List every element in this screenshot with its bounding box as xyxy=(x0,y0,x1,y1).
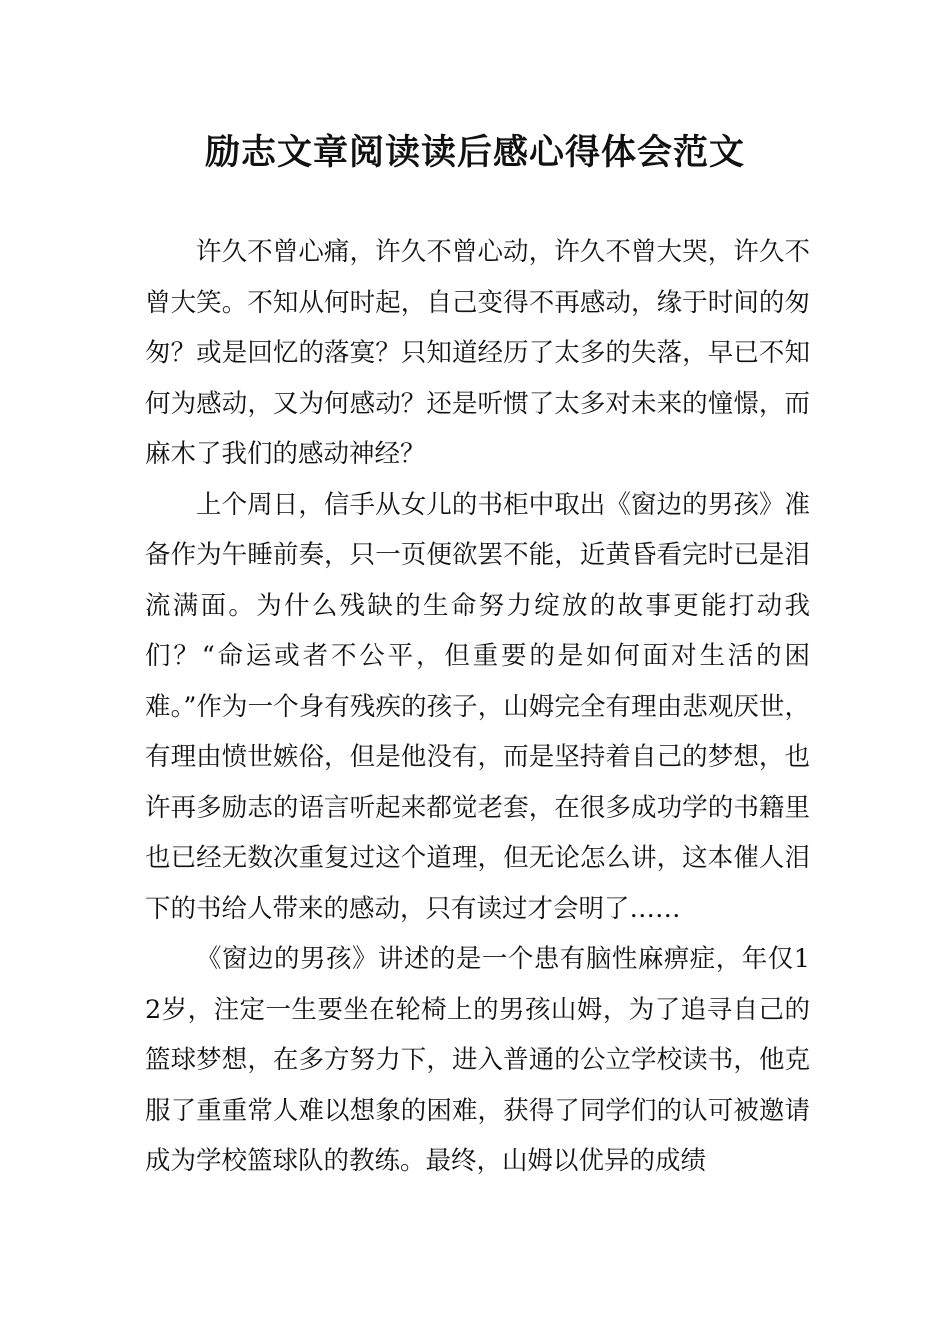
paragraph-2: 上个周日，信手从女儿的书柜中取出《窗边的男孩》准备作为午睡前奏，只一页便欲罢不能，近黄昏看完时已是泪流满面。为什么残缺的生命努力绽放的故事更能打动我们？“命运或者不公平，但重要的是如何面对生活的困难。”作为一个身有残疾的孩子，山姆完全有理由悲观厌世，有理由愤世嫉俗，但是他没有，而是坚持着自己的梦想，也许再多励志的语言听起来都觉老套，在很多成功学的书籍里也已经无数次重复过这个道理，但无论怎么讲，这本催人泪下的书给人带来的感动，只有读过才会明了…… xyxy=(145,489,810,924)
paragraph-3: 《窗边的男孩》讲述的是一个患有脑性麻痹症，年仅12岁，注定一生要坐在轮椅上的男孩山姆，为了追寻自己的篮球梦想，在多方努力下，进入普通的公立学校读书，他克服了重重常人难以想象的困难，获得了同学们的认可被邀请成为学校篮球队的教练。最终，山姆以优异的成绩 xyxy=(145,944,810,1176)
paragraph-1: 许久不曾心痛，许久不曾心动，许久不曾大哭，许久不曾大笑。不知从何时起，自己变得不再感动，缘于时间的匆匆？或是回忆的落寞？只知道经历了太多的失落，早已不知何为感动，又为何感动？还是听惯了太多对未来的憧憬，而麻木了我们的感动神经？ xyxy=(145,237,810,469)
document-title: 励志文章阅读读后感心得体会范文 xyxy=(204,133,745,173)
document-body xyxy=(145,227,810,1187)
